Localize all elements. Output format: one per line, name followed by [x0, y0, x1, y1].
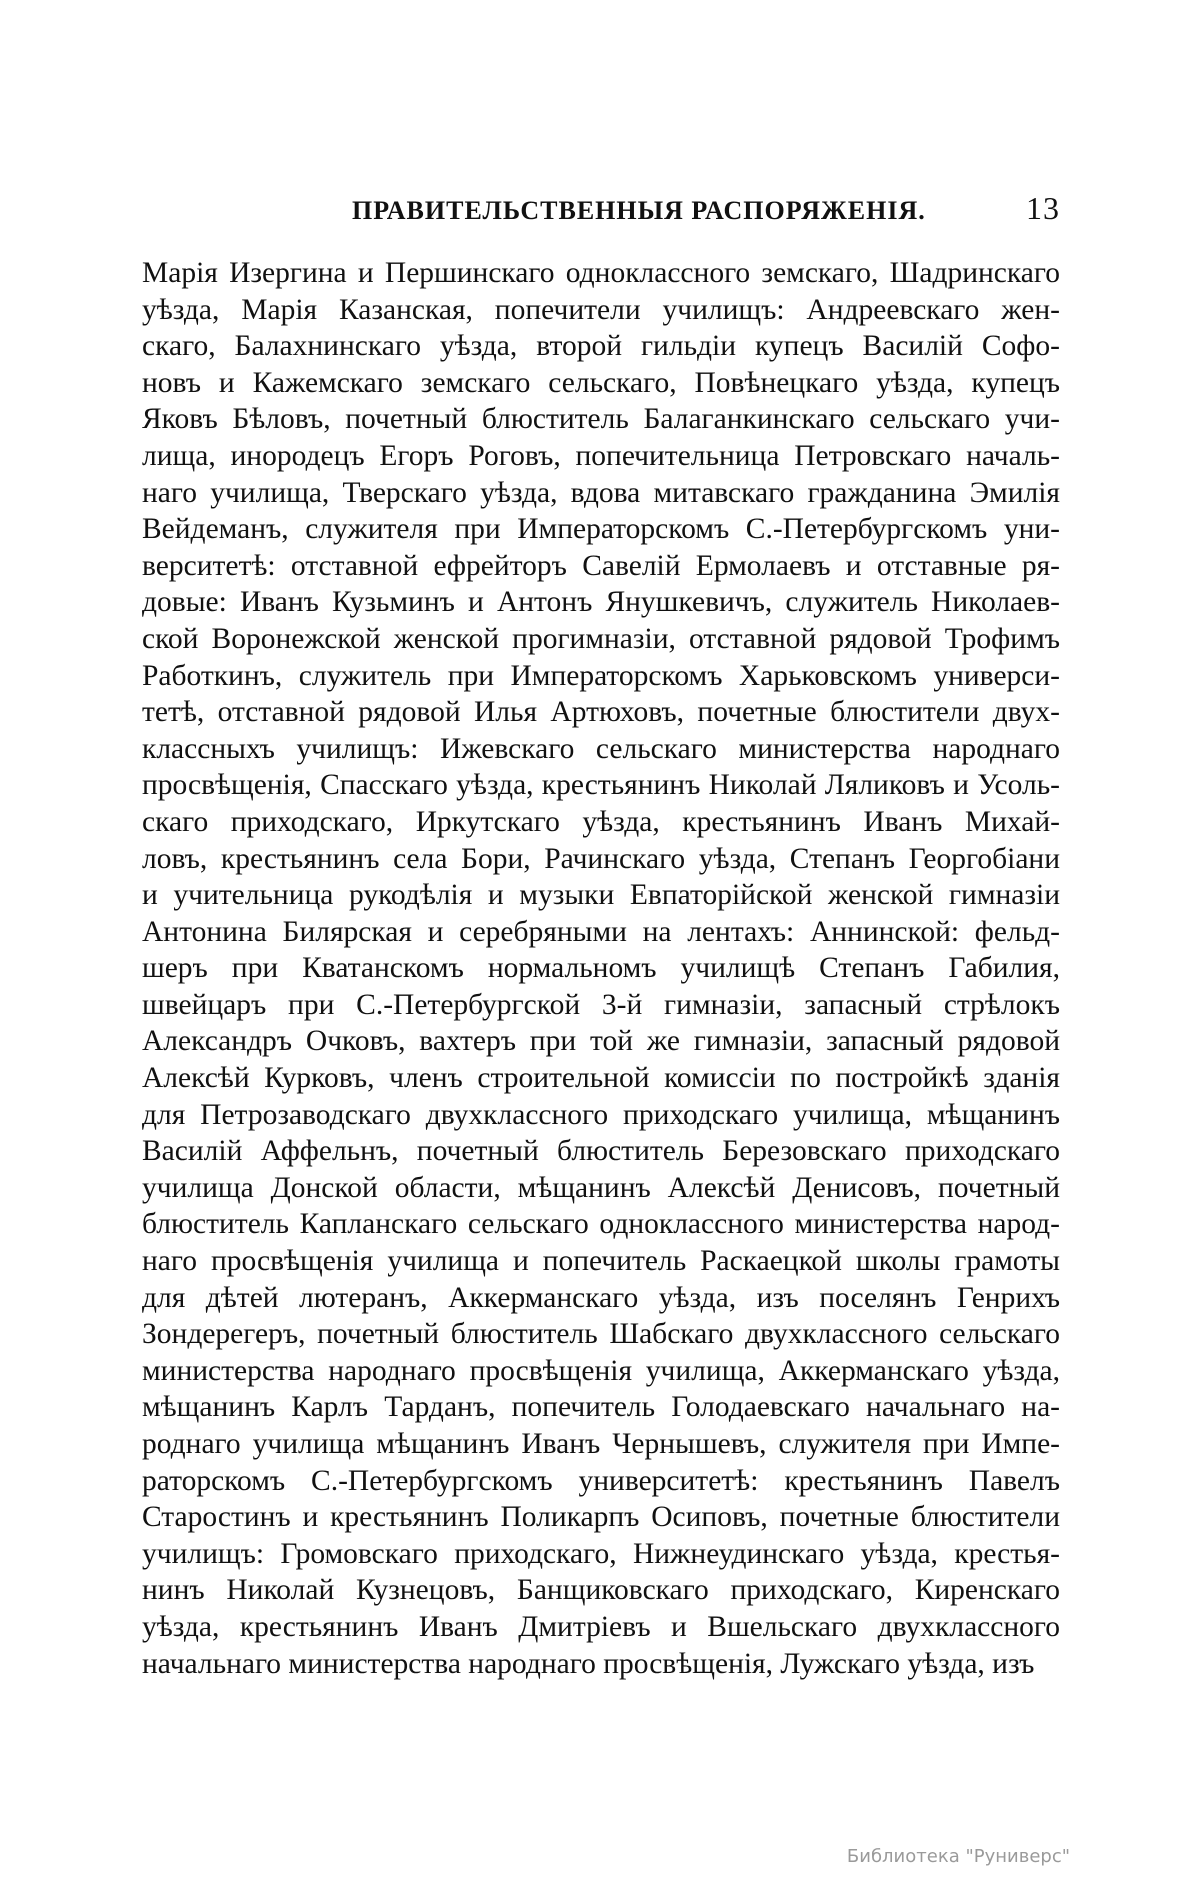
body-text	[142, 255, 1060, 1682]
text-line: для Петрозаводскаго двухклассного приходскаго училища, мѣщанинъ	[142, 1098, 1060, 1131]
text-line: Зондерегеръ, почетный блюститель Шабскаго двухклассного сельскаго	[142, 1318, 1060, 1351]
text-line: новъ и Кажемскаго земскаго сельскаго, Повѣнецкаго уѣзда, купецъ	[142, 366, 1060, 399]
text-line: шеръ при Кватанскомъ нормальномъ училищѣ Степанъ Габилия,	[142, 952, 1060, 985]
text-line: начальнаго министерства народнаго просвѣщенія, Лужскаго уѣзда, изъ	[142, 1647, 1035, 1680]
text-line: нинъ Николай Кузнецовъ, Банщиковскаго приходскаго, Киренскаго	[142, 1574, 1060, 1607]
text-line: уѣзда, Марія Казанская, попечители училищъ: Андреевскаго жен-	[142, 293, 1060, 326]
page-header	[142, 190, 1060, 230]
text-line: мѣщанинъ Карлъ Тарданъ, попечитель Голодаевскаго начальнаго на-	[142, 1391, 1060, 1424]
page-number: 13	[1026, 190, 1060, 226]
text-line: Вейдеманъ, служителя при Императорскомъ С.-Петербургскомъ уни-	[142, 513, 1060, 546]
text-line: скаго приходскаго, Иркутскаго уѣзда, крестьянинъ Иванъ Михай-	[142, 805, 1060, 838]
text-line: лища, инородецъ Егоръ Роговъ, попечительница Петровскаго началь-	[142, 439, 1060, 472]
text-line: наго училища, Тверскаго уѣзда, вдова митавскаго гражданина Эмилія	[142, 476, 1060, 509]
text-line: просвѣщенія, Спасскаго уѣзда, крестьянинъ Николай Ляликовъ и Усоль-	[142, 769, 1060, 802]
text-line: швейцаръ при С.-Петербургской 3-й гимназіи, запасный стрѣлокъ	[142, 988, 1060, 1021]
text-line: Старостинъ и крестьянинъ Поликарпъ Осиповъ, почетные блюстители	[142, 1501, 1060, 1534]
text-line: Яковъ Бѣловъ, почетный блюститель Балаганкинскаго сельскаго учи-	[142, 403, 1060, 436]
text-line: раторскомъ С.-Петербургскомъ университетѣ: крестьянинъ Павелъ	[142, 1464, 1060, 1497]
text-line: верситетѣ: отставной ефрейторъ Савелій Ермолаевъ и отставные ря-	[142, 549, 1060, 582]
text-line: ловъ, крестьянинъ села Бори, Рачинскаго уѣзда, Степанъ Георгобіани	[142, 842, 1060, 875]
text-line: Александръ Очковъ, вахтеръ при той же гимназіи, запасный рядовой	[142, 1025, 1060, 1058]
text-line: Антонина Билярская и серебряными на лентахъ: Аннинской: фельд-	[142, 915, 1060, 948]
text-line: Алексѣй Курковъ, членъ строительной комиссіи по постройкѣ зданія	[142, 1062, 1060, 1095]
text-line: Василій Аффельнъ, почетный блюститель Березовскаго приходскаго	[142, 1135, 1060, 1168]
running-head: ПРАВИТЕЛЬСТВЕННЫЯ РАСПОРЯЖЕНІЯ.	[352, 196, 926, 225]
text-line: тетѣ, отставной рядовой Илья Артюховъ, почетные блюстители двух-	[142, 696, 1060, 729]
text-line: довые: Иванъ Кузьминъ и Антонъ Янушкевичъ, служитель Николаев-	[142, 586, 1060, 619]
text-line: для дѣтей лютеранъ, Аккерманскаго уѣзда, изъ поселянъ Генрихъ	[142, 1281, 1060, 1314]
text-line: скаго, Балахнинскаго уѣзда, второй гильдіи купецъ Василій Софо-	[142, 330, 1060, 363]
text-line: классныхъ училищъ: Ижевскаго сельскаго министерства народнаго	[142, 732, 1060, 765]
text-line: уѣзда, крестьянинъ Иванъ Дмитріевъ и Вшельскаго двухклассного	[142, 1610, 1060, 1643]
text-line: наго просвѣщенія училища и попечитель Раскаецкой школы грамоты	[142, 1245, 1060, 1278]
text-line: роднаго училища мѣщанинъ Иванъ Чернышевъ, служителя при Импе-	[142, 1428, 1060, 1460]
text-line: министерства народнаго просвѣщенія училища, Аккерманскаго уѣзда,	[142, 1354, 1060, 1387]
text-line: Марія Изергина и Першинскаго одноклассного земскаго, Шадринскаго	[142, 257, 1060, 289]
text-line: ской Воронежской женской прогимназіи, отставной рядовой Трофимъ	[142, 622, 1060, 655]
text-line: Работкинъ, служитель при Императорскомъ Харьковскомъ универси-	[142, 659, 1060, 692]
text-line: блюститель Капланскаго сельскаго одноклассного министерства народ-	[142, 1208, 1060, 1241]
text-line: и учительница рукодѣлія и музыки Евпаторійской женской гимназіи	[142, 879, 1060, 912]
library-watermark: Библиотека "Руниверс"	[846, 1846, 1070, 1867]
text-line: училища Донской области, мѣщанинъ Алексѣй Денисовъ, почетный	[142, 1171, 1060, 1204]
text-line: училищъ: Громовскаго приходскаго, Нижнеудинскаго уѣзда, крестья-	[142, 1537, 1060, 1570]
